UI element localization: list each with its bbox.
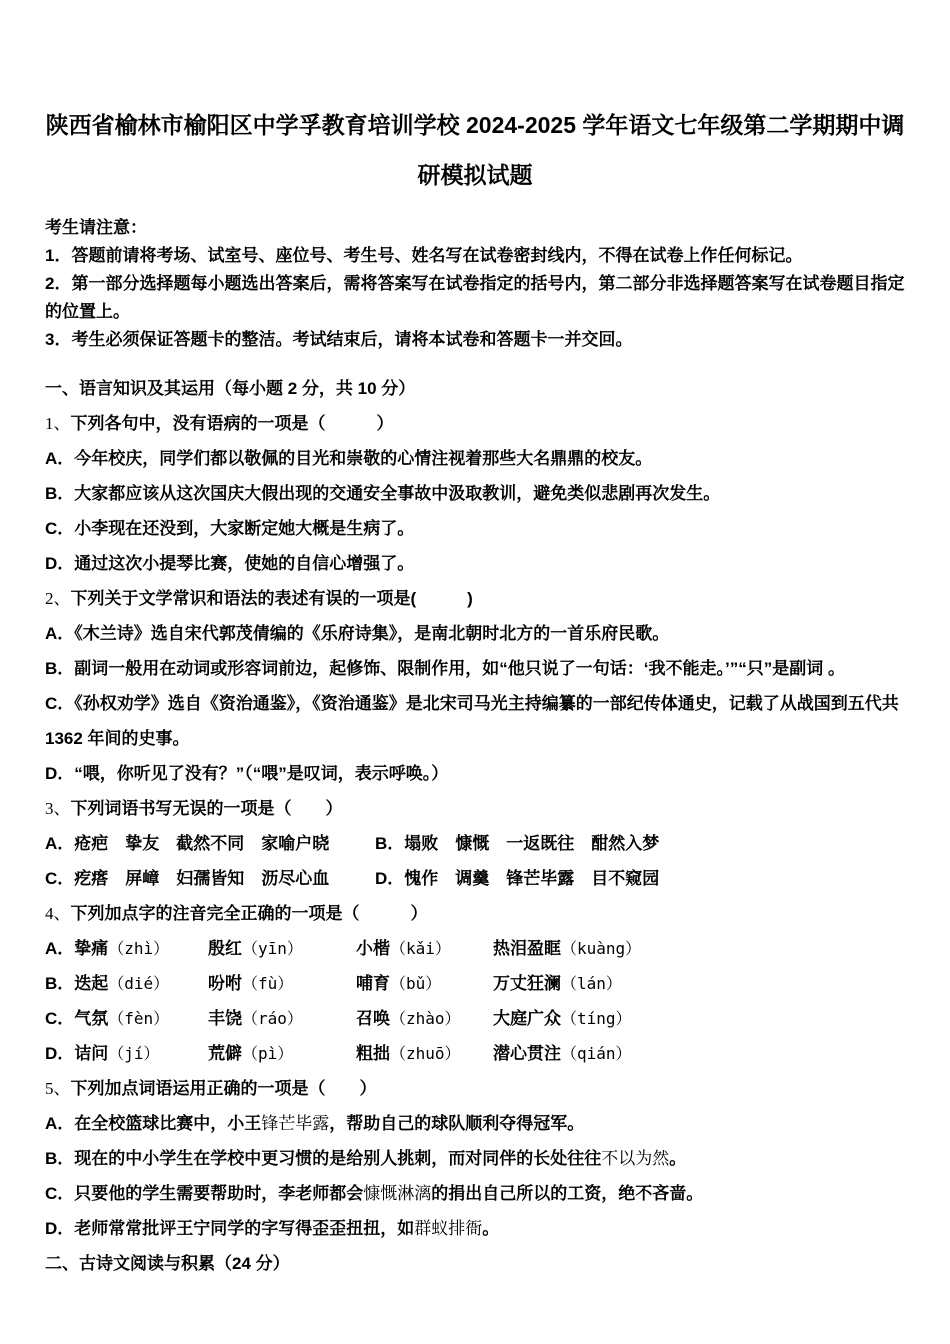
option-cell bbox=[356, 966, 493, 1001]
option-cell bbox=[356, 1001, 493, 1036]
option-word: 哺育 bbox=[356, 974, 390, 993]
option-word: 吩咐 bbox=[208, 974, 242, 993]
pinyin: （yīn） bbox=[242, 939, 303, 958]
option-text: D．老师常常批评王宁同学的字写得歪歪扭扭，如 bbox=[45, 1219, 415, 1238]
notice-item-3: 3．考生必须保证答题卡的整洁。考试结束后，请将本试卷和答题卡一并交回。 bbox=[45, 330, 633, 349]
question-1-option-a: A．今年校庆，同学们都以敬佩的目光和崇敬的心情注视着那些大名鼎鼎的校友。 bbox=[45, 449, 653, 468]
option-cell bbox=[208, 1001, 356, 1036]
pinyin: （qián） bbox=[561, 1044, 632, 1063]
question-2-option-c: C．《孙权劝学》选自《资治通鉴》，《资治通鉴》是北宋司马光主持编纂的一部纪传体通史，记载了从战国到五代共 1362 年间的史事。 bbox=[45, 694, 899, 748]
emphasized-word: 群蚁排衙 bbox=[414, 1219, 483, 1238]
option-cell bbox=[356, 931, 493, 966]
page-title: 陕西省榆林市榆阳区中学孚教育培训学校 2024-2025 学年语文七年级第二学期期中调研模拟试题 bbox=[45, 112, 905, 188]
question-3-option-a: A．疮疤 挚友 截然不同 家喻户晓 bbox=[45, 834, 330, 853]
question-5-option-a bbox=[45, 1106, 905, 1141]
option-cell bbox=[45, 1001, 208, 1036]
question-3-options-row-2 bbox=[45, 861, 905, 896]
question-4-stem-text: 下列加点字的注音完全正确的一项是（ ） bbox=[70, 904, 428, 923]
question-3-stem-text: 下列词语书写无误的一项是（ ） bbox=[70, 799, 343, 818]
question-2-stem bbox=[45, 581, 905, 616]
pinyin: （lán） bbox=[561, 974, 622, 993]
pinyin: （tíng） bbox=[561, 1009, 632, 1028]
question-1-number: 1、 bbox=[45, 414, 71, 433]
option-word: 粗拙 bbox=[356, 1044, 390, 1063]
section-heading-1: 一、语言知识及其运用（每小题 2 分，共 10 分） bbox=[45, 379, 416, 398]
pinyin: （jí） bbox=[108, 1044, 160, 1063]
pinyin: （zhào） bbox=[390, 1009, 461, 1028]
pinyin: （fù） bbox=[242, 974, 294, 993]
question-1-option-d: D．通过这次小提琴比赛，使她的自信心增强了。 bbox=[45, 554, 415, 573]
option-text: 。 bbox=[482, 1219, 500, 1238]
option-word: 潜心贯注 bbox=[493, 1044, 561, 1063]
notice-heading: 考生请注意： bbox=[45, 218, 147, 237]
question-5-stem-text: 下列加点词语运用正确的一项是（ ） bbox=[70, 1079, 377, 1098]
option-word: 大庭广众 bbox=[493, 1009, 561, 1028]
option-cell bbox=[45, 931, 208, 966]
option-word: 热泪盈眶 bbox=[493, 939, 561, 958]
question-3-option-b: B．塌败 慷慨 一返既往 酣然入梦 bbox=[375, 834, 660, 853]
question-5-number: 5、 bbox=[45, 1079, 71, 1098]
emphasized-word: 锋芒毕露 bbox=[261, 1114, 330, 1133]
question-4-stem bbox=[45, 896, 905, 931]
option-cell bbox=[493, 931, 905, 966]
option-word: D．诘问 bbox=[45, 1044, 109, 1063]
question-3-options-row-1 bbox=[45, 826, 905, 861]
option-text: A．在全校篮球比赛中，小王 bbox=[45, 1114, 262, 1133]
question-4-number: 4、 bbox=[45, 904, 71, 923]
pinyin: （zhì） bbox=[108, 939, 170, 958]
question-1-option-c: C．小李现在还没到，大家断定她大概是生病了。 bbox=[45, 519, 415, 538]
pinyin: （dié） bbox=[108, 974, 170, 993]
question-1-stem bbox=[45, 406, 905, 441]
option-word: 殷红 bbox=[208, 939, 242, 958]
option-word: 丰饶 bbox=[208, 1009, 242, 1028]
pinyin: （zhuō） bbox=[390, 1044, 461, 1063]
option-text: B．现在的中小学生在学校中更习惯的是给别人挑刺，而对同伴的长处往往 bbox=[45, 1149, 602, 1168]
option-cell bbox=[493, 1001, 905, 1036]
notice-item-1: 1．答题前请将考场、试室号、座位号、考生号、姓名写在试卷密封线内，不得在试卷上作任何标记。 bbox=[45, 246, 803, 265]
pinyin: （kuàng） bbox=[561, 939, 642, 958]
question-2-option-b: B．副词一般用在动词或形容词前边，起修饰、限制作用，如“他只说了一句话：‘我不能走。’”“只”是副词 。 bbox=[45, 659, 845, 678]
option-cell bbox=[208, 1036, 356, 1071]
question-3-stem bbox=[45, 791, 905, 826]
question-2-option-a: A．《木兰诗》选自宋代郭茂倩编的《乐府诗集》，是南北朝时北方的一首乐府民歌。 bbox=[45, 624, 670, 643]
question-3-option-d: D．愧作 调羹 锋芒毕露 目不窥园 bbox=[375, 869, 660, 888]
question-5-option-c bbox=[45, 1176, 905, 1211]
notice-section bbox=[45, 214, 905, 354]
question-4-option-d bbox=[45, 1036, 905, 1071]
option-text: 的捐出自己所以的工资，绝不吝啬。 bbox=[431, 1184, 704, 1203]
question-1-option-b: B．大家都应该从这次国庆大假出现的交通安全事故中汲取教训，避免类似悲剧再次发生。 bbox=[45, 484, 721, 503]
option-cell bbox=[45, 966, 208, 1001]
pinyin: （pì） bbox=[242, 1044, 294, 1063]
option-word: 召唤 bbox=[356, 1009, 390, 1028]
option-word: 小楷 bbox=[356, 939, 390, 958]
option-text: C．只要他的学生需要帮助时，李老师都会 bbox=[45, 1184, 364, 1203]
question-5-option-d bbox=[45, 1211, 905, 1246]
option-word: B．迭起 bbox=[45, 974, 109, 993]
option-cell bbox=[45, 1036, 208, 1071]
option-word: A．挚痛 bbox=[45, 939, 109, 958]
option-word: C．气氛 bbox=[45, 1009, 109, 1028]
option-cell bbox=[356, 1036, 493, 1071]
question-1-stem-text: 下列各句中，没有语病的一项是（ ） bbox=[70, 414, 394, 433]
pinyin: （ráo） bbox=[242, 1009, 303, 1028]
option-text: ，帮助自己的球队顺利夺得冠军。 bbox=[329, 1114, 585, 1133]
option-cell bbox=[208, 931, 356, 966]
question-3-number: 3、 bbox=[45, 799, 71, 818]
pinyin: （fèn） bbox=[108, 1009, 170, 1028]
section-heading-2: 二、古诗文阅读与积累（24 分） bbox=[45, 1254, 290, 1273]
question-4-option-c bbox=[45, 1001, 905, 1036]
pinyin: （kǎi） bbox=[390, 939, 451, 958]
option-word: 荒僻 bbox=[208, 1044, 242, 1063]
option-text: 。 bbox=[669, 1149, 687, 1168]
emphasized-word: 慷慨淋漓 bbox=[363, 1184, 432, 1203]
question-2-stem-text: 下列关于文学常识和语法的表述有误的一项是( ) bbox=[70, 589, 473, 608]
question-5-stem bbox=[45, 1071, 905, 1106]
pinyin: （bǔ） bbox=[390, 974, 442, 993]
exam-body bbox=[45, 371, 905, 1281]
question-2-number: 2、 bbox=[45, 589, 71, 608]
notice-item-2: 2．第一部分选择题每小题选出答案后，需将答案写在试卷指定的括号内，第二部分非选择题答案写在试卷题目指定的位置上。 bbox=[45, 274, 905, 321]
question-4-option-a bbox=[45, 931, 905, 966]
question-5-option-b bbox=[45, 1141, 905, 1176]
question-3-option-c: C．疙瘩 屏嶂 妇孺皆知 沥尽心血 bbox=[45, 869, 330, 888]
question-2-option-d: D．“喂，你听见了没有？”（“喂”是叹词，表示呼唤。） bbox=[45, 764, 449, 783]
option-word: 万丈狂澜 bbox=[493, 974, 561, 993]
option-cell bbox=[208, 966, 356, 1001]
option-cell bbox=[493, 1036, 905, 1071]
question-4-option-b bbox=[45, 966, 905, 1001]
option-cell bbox=[493, 966, 905, 1001]
emphasized-word: 不以为然 bbox=[601, 1149, 670, 1168]
